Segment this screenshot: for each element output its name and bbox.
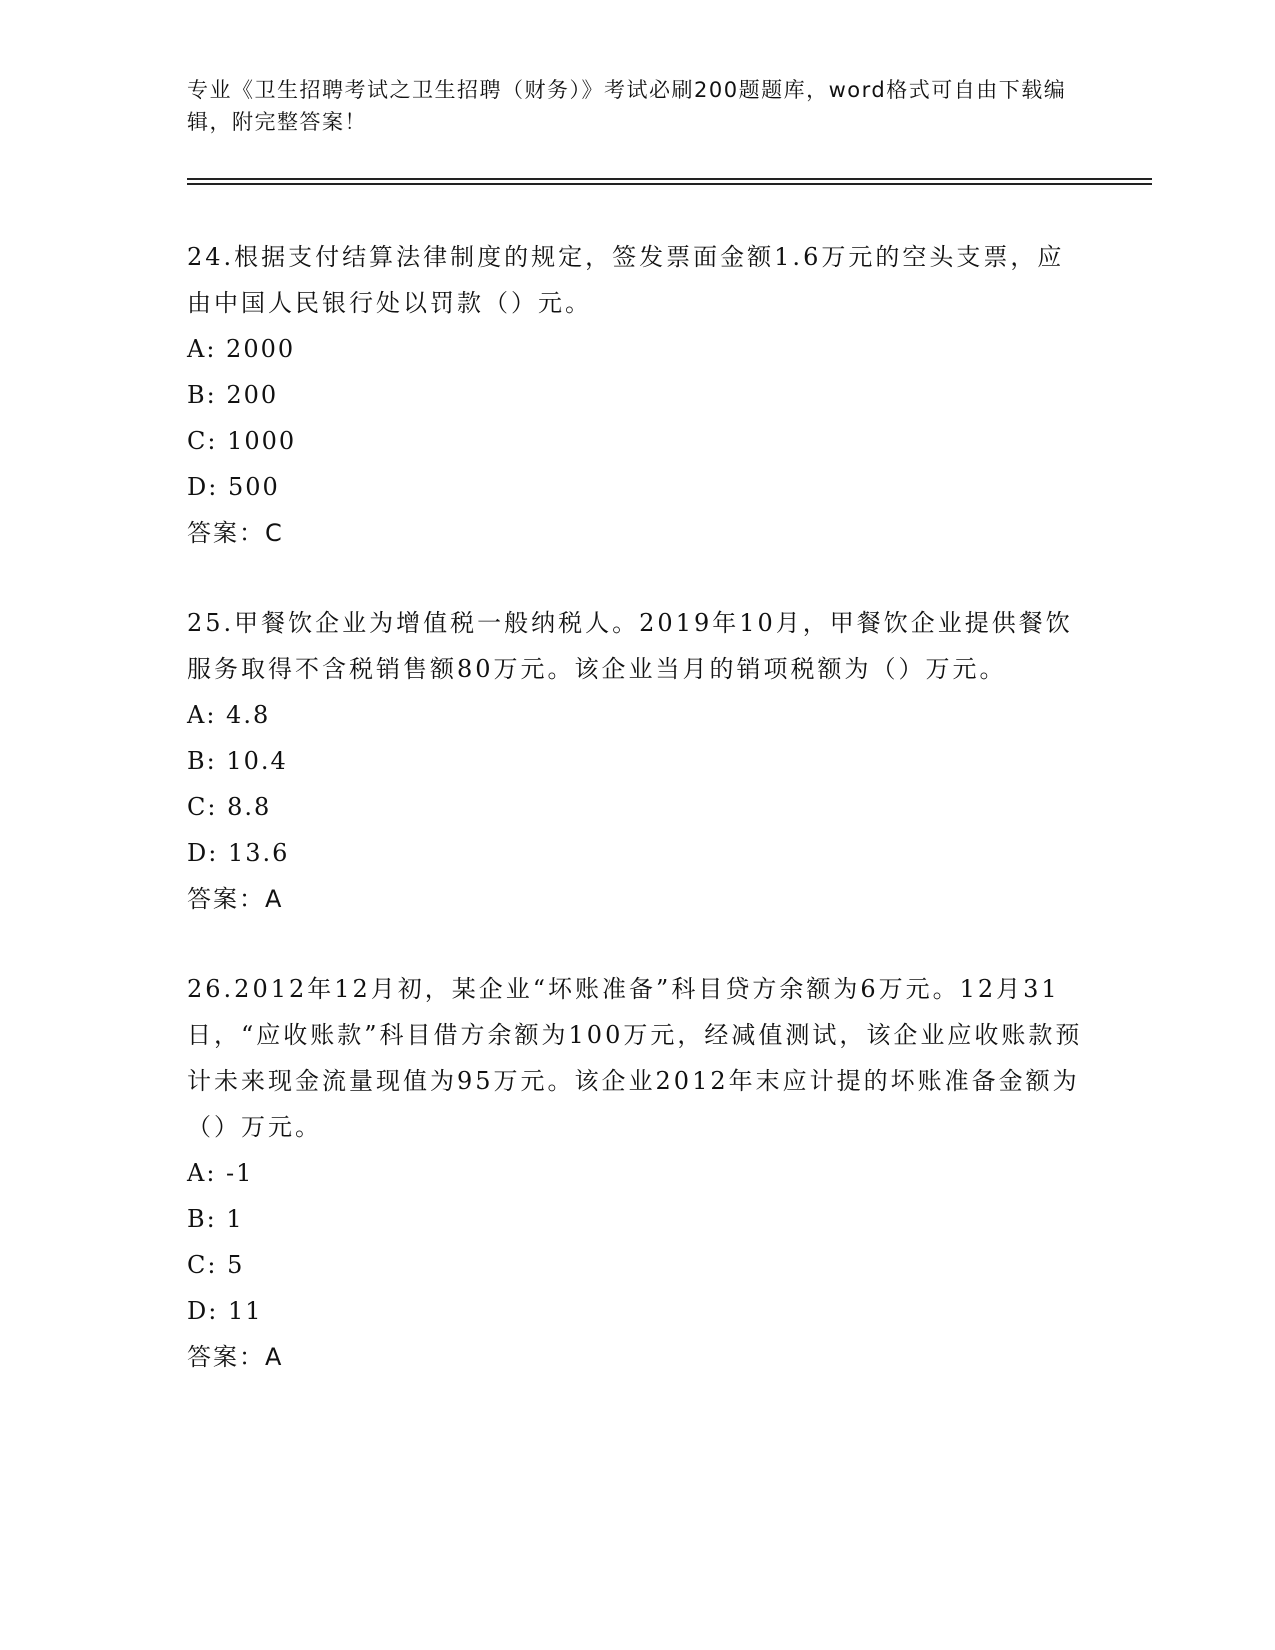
question-25: [187, 600, 1087, 922]
document-header: 专业《卫生招聘考试之卫生招聘（财务）》考试必刷200题题库，word格式可自由下载编辑，附完整答案！: [187, 78, 1067, 134]
option-c: C: 5: [187, 1251, 245, 1279]
option-d: D: 11: [187, 1297, 263, 1325]
question-stem: 24.根据支付结算法律制度的规定，签发票面金额1.6万元的空头支票，应由中国人民银行处以罚款（）元。: [187, 243, 1065, 317]
option-c: C: 1000: [187, 427, 297, 455]
option-b: B: 1: [187, 1205, 244, 1233]
option-a: A: 4.8: [187, 701, 271, 729]
question-stem: 25.甲餐饮企业为增值税一般纳税人。2019年10月，甲餐饮企业提供餐饮服务取得不含税销售额80万元。该企业当月的销项税额为（）万元。: [187, 609, 1073, 683]
question-24: [187, 234, 1087, 556]
answer-line: 答案：C: [187, 519, 284, 547]
header-divider-bottom: [187, 183, 1152, 185]
option-a: A: -1: [187, 1159, 254, 1187]
option-b: B: 200: [187, 381, 279, 409]
option-d: D: 500: [187, 473, 280, 501]
answer-line: 答案：A: [187, 885, 284, 913]
question-list: [187, 234, 1087, 1424]
question-stem: 26.2012年12月初，某企业“坏账准备”科目贷方余额为6万元。12月31日，“应收账款”科目借方余额为100万元，经减值测试，该企业应收账款预计未来现金流量现值为95万元。该企业2012年末应计提的坏账准备金额为（）万元。: [187, 975, 1083, 1141]
header-divider-top: [187, 178, 1152, 180]
question-26: [187, 966, 1087, 1380]
option-c: C: 8.8: [187, 793, 272, 821]
option-d: D: 13.6: [187, 839, 290, 867]
option-b: B: 10.4: [187, 747, 288, 775]
answer-line: 答案：A: [187, 1343, 284, 1371]
option-a: A: 2000: [187, 335, 296, 363]
